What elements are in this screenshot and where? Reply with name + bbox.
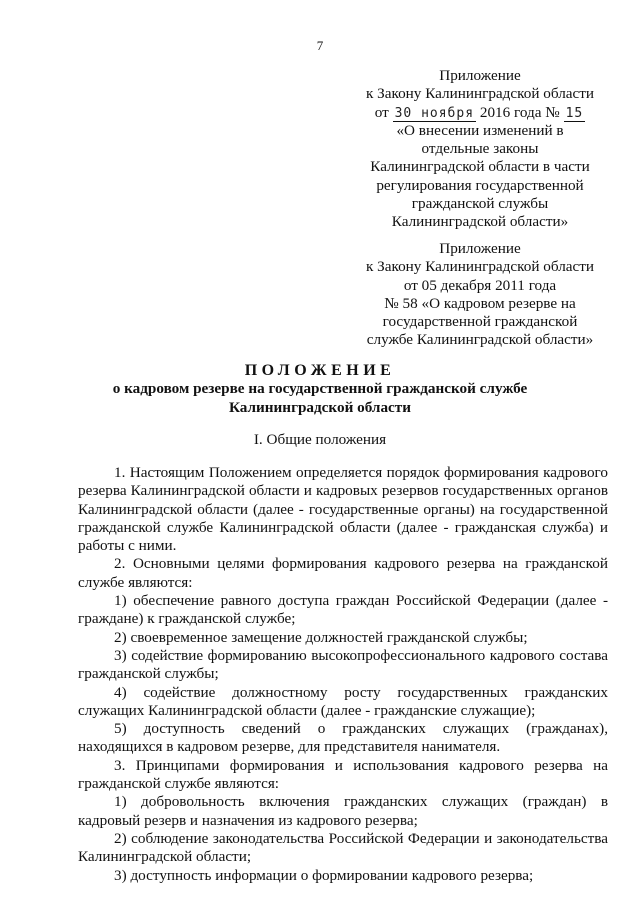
appendix-header-current-law	[340, 67, 620, 232]
appendix-law-title-line: отдельные законы	[421, 140, 539, 158]
appendix-date-line	[340, 104, 620, 122]
appendix-law-title-line: гражданской службы	[411, 195, 549, 213]
handwritten-number: 15	[565, 105, 584, 121]
paragraph: 2. Основными целями формирования кадрового резерва на гражданской службе являются:	[78, 555, 608, 591]
document-title-subtitle: о кадровом резерве на государственной гражданской службе	[112, 380, 528, 398]
year-suffix: 2016 года №	[479, 103, 560, 121]
paragraph: 1) обеспечение равного доступа граждан Российской Федерации (далее - граждане) к гражданской службе;	[78, 592, 608, 628]
appendix-law-reference: к Закону Калининградской области	[365, 85, 595, 103]
paragraph: 2) своевременное замещение должностей гражданской службы;	[114, 628, 528, 646]
handwritten-date: 30 ноября	[394, 105, 475, 121]
section-heading: I. Общие положения	[253, 431, 387, 448]
document-body	[78, 464, 608, 885]
appendix-law-title-line: «О внесении изменений в	[396, 121, 564, 139]
appendix-law-title-line: Калининградской области»	[391, 213, 569, 231]
number-slot	[564, 105, 586, 122]
paragraph: 1) добровольность включения гражданских служащих (граждан) в кадровый резерв и назначения из кадрового резерва;	[78, 793, 608, 829]
appendix-law-title-line: государственной гражданской	[382, 313, 578, 331]
document-title	[60, 362, 580, 417]
appendix-law-reference: к Закону Калининградской области	[365, 258, 595, 276]
document-title-subtitle: Калининградской области	[229, 398, 411, 416]
appendix-label: Приложение	[439, 67, 521, 84]
paragraph: 1. Настоящим Положением определяется порядок формирования кадрового резерва Калининградской области и кадровых резервов государственных органов Калининградской области (далее - государственные органы) на государственной гражданской службе Калининградской области (далее - гражданская служба) и работы с ними.	[78, 464, 608, 555]
document-title-main: ПОЛОЖЕНИЕ	[244, 362, 396, 379]
appendix-label: Приложение	[439, 240, 521, 257]
paragraph: 3) доступность информации о формировании кадрового резерва;	[114, 866, 534, 884]
paragraph: 3. Принципами формирования и использования кадрового резерва на гражданской службе являются:	[78, 756, 608, 793]
appendix-law-title-line: регулирования государственной	[376, 176, 584, 194]
paragraph: 2) соблюдение законодательства Российской Федерации и законодательства Калининградской области;	[78, 829, 608, 866]
appendix-date-line: от 05 декабря 2011 года	[403, 276, 557, 294]
appendix-law-title-line: Калининградской области в части	[370, 158, 590, 176]
paragraph: 4) содействие должностному росту государственных гражданских служащих Калининградской области (далее - гражданские служащие);	[78, 683, 608, 719]
paragraph: 3) содействие формированию высокопрофессионального кадрового состава гражданской службы;	[78, 646, 608, 683]
page-number: 7	[316, 38, 324, 53]
appendix-law-title-line: службе Калининградской области»	[366, 331, 594, 349]
date-slot	[393, 105, 476, 122]
paragraph: 5) доступность сведений о гражданских служащих (гражданах), находящихся в кадровом резерве, для представителя нанимателя.	[78, 720, 608, 756]
appendix-law-title-line: № 58 «О кадровом резерве на	[384, 294, 576, 312]
appendix-header-original-law	[340, 240, 620, 350]
date-prefix: от	[374, 103, 389, 121]
